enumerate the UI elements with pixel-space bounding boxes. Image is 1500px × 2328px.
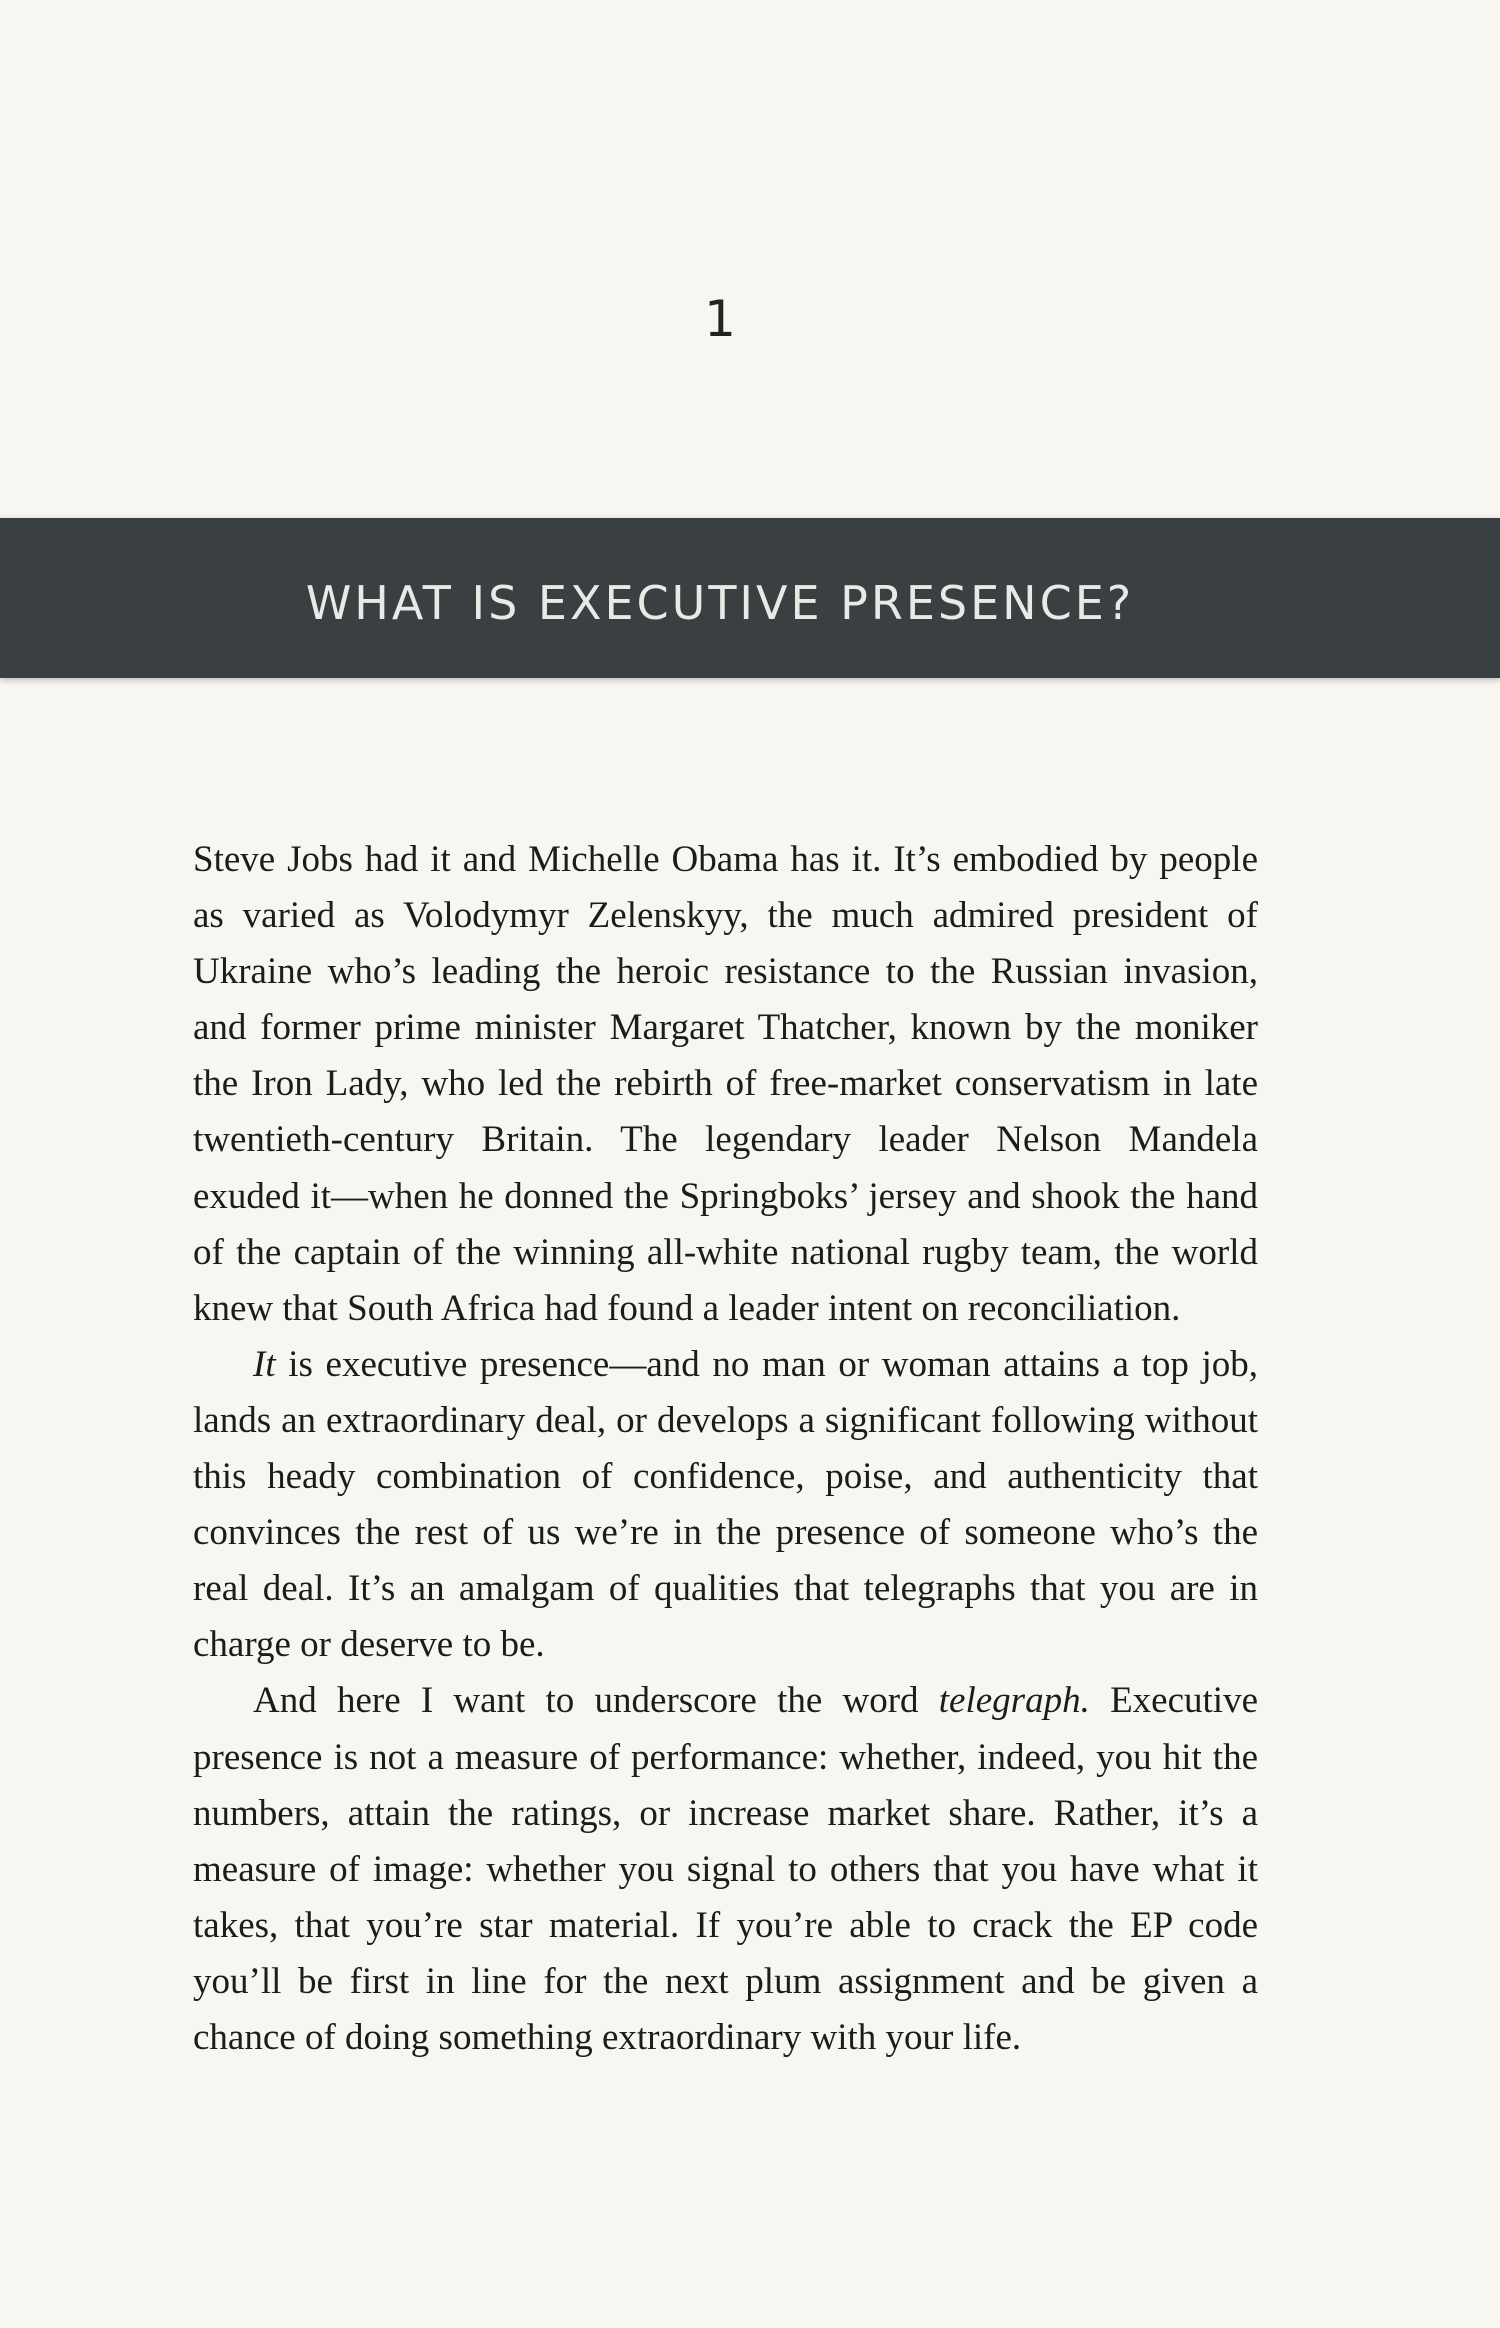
paragraph-2: [193, 1337, 1258, 1674]
chapter-number: 1: [704, 290, 736, 348]
paragraph-3-text-start: And here I want to underscore the word: [253, 1680, 939, 1722]
paragraph-2-italic-lead: It: [253, 1343, 276, 1385]
paragraph-1-text: Steve Jobs had it and Michelle Obama has it. It’s embodied by people as varied as Volodymyr Zelenskyy, the much admired president of Ukraine who’s leading the heroic resistance to the Russian invasion, and former prime minister Margaret Thatcher, known by the moniker the Iron Lady, who led the rebirth of free-market conservatism in late twentieth-century Britain. The legendary leader Nelson Mandela exuded it—when he donned the Springboks’ jersey and shook the hand of the captain of the winning all-white national rugby team, the world knew that South Africa had found a leader intent on reconciliation.: [193, 839, 1258, 1329]
chapter-title-banner: [0, 518, 1500, 678]
paragraph-3-text-end: Executive presence is not a measure of performance: whether, indeed, you hit the numbers, attain the ratings, or increase market share. Rather, it’s a measure of image: whether you signal to others that you have what it takes, that you’re star material. If you’re able to crack the EP code you’ll be first in line for the next plum assignment and be given a chance of doing something extraordinary with your life.: [193, 1680, 1258, 2058]
chapter-body: [193, 832, 1258, 2066]
paragraph-2-text: is executive presence—and no man or woman attains a top job, lands an extraordinary deal, or develops a significant following without this heady combination of confidence, poise, and authenticity that convinces the rest of us we’re in the presence of someone who’s the real deal. It’s an amalgam of qualities that telegraphs that you are in charge or deserve to be.: [193, 1343, 1258, 1666]
paragraph-1: [193, 832, 1258, 1337]
chapter-title: WHAT IS EXECUTIVE PRESENCE?: [305, 576, 1135, 630]
paragraph-3-italic-word: telegraph.: [938, 1680, 1090, 1722]
paragraph-3: [193, 1673, 1258, 2066]
